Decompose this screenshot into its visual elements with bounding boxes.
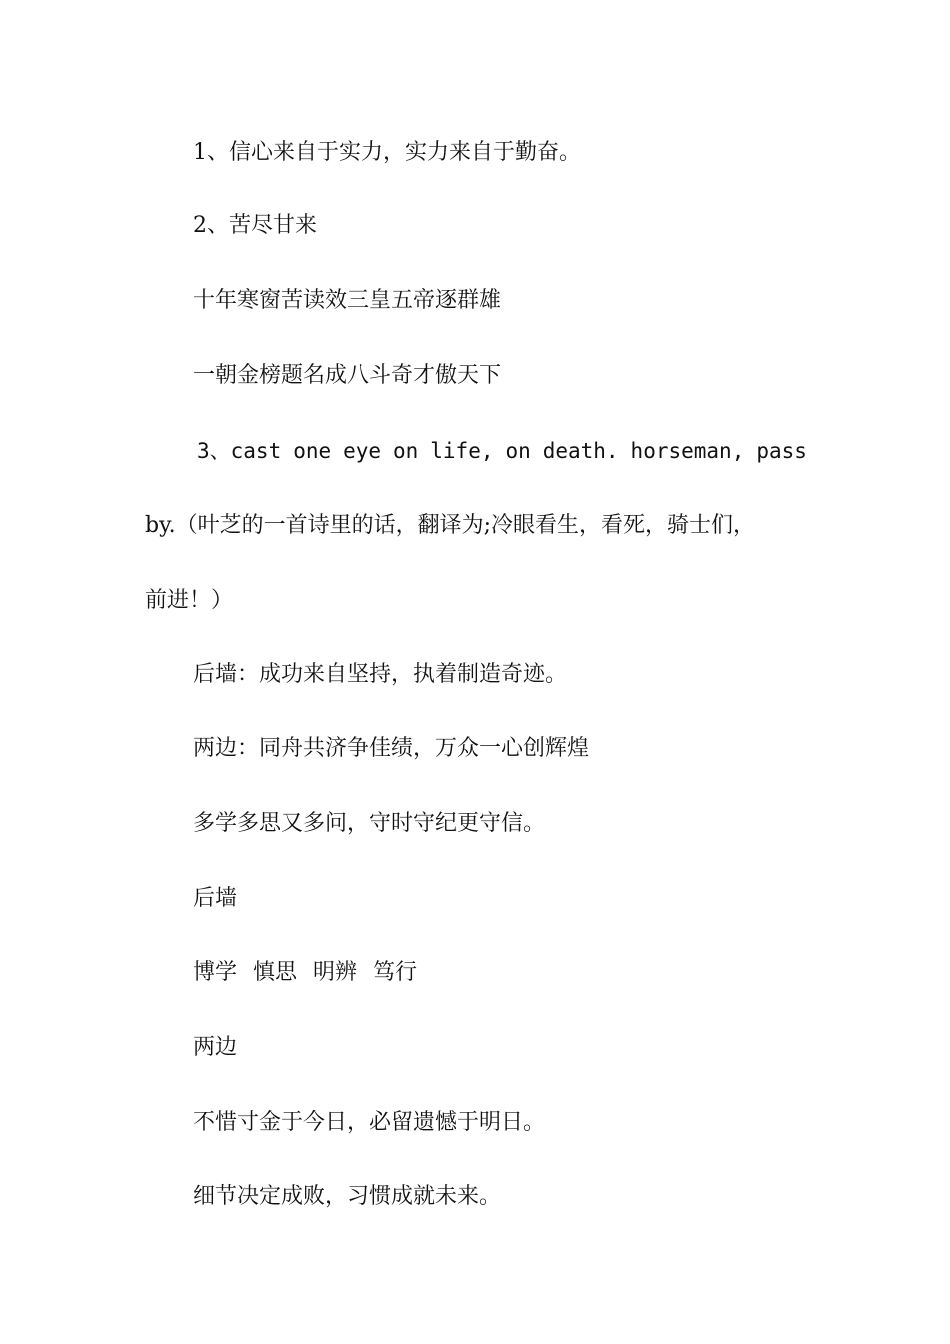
quote-word: horseman,: [630, 439, 745, 463]
habit-slogan: 细节决定成败，习惯成就未来。: [193, 1184, 502, 1209]
english-quote-line: [197, 436, 807, 466]
quote-word: eye: [343, 439, 382, 463]
quote-word: on: [393, 439, 419, 463]
couplet-line-2: 一朝金榜题名成八斗奇才傲天下: [193, 363, 502, 388]
quote-word: pass: [756, 439, 807, 463]
motto-line-1: 1、信心来自于实力，实力来自于勤奋。: [193, 140, 581, 165]
quote-translation-line: by.（叶芝的一首诗里的话，翻译为;冷眼看生，看死，骑士们，: [145, 513, 755, 538]
virtue-word: 博学: [193, 960, 238, 985]
time-slogan: 不惜寸金于今日，必留遗憾于明日。: [193, 1110, 546, 1135]
study-slogan: 多学多思又多问，守时守纪更守信。: [193, 811, 546, 836]
virtue-word: 明辨: [313, 960, 358, 985]
back-wall-heading: 后墙: [193, 886, 238, 911]
virtue-word: 慎思: [253, 960, 298, 985]
quote-translation-end: 前进！）: [145, 588, 234, 613]
quote-word: life,: [430, 439, 494, 463]
side-wall-heading: 两边: [193, 1035, 238, 1060]
quote-word: one: [293, 439, 332, 463]
motto-line-2: 2、苦尽甘来: [193, 213, 317, 238]
quote-word: 3、cast: [197, 439, 282, 463]
quote-word: on: [505, 439, 531, 463]
four-virtues-line: [193, 958, 433, 988]
couplet-line-1: 十年寒窗苦读效三皇五帝逐群雄: [193, 288, 502, 313]
quote-word: death.: [542, 439, 619, 463]
side-wall-slogan: 两边：同舟共济争佳绩，万众一心创辉煌: [193, 736, 590, 761]
virtue-word: 笃行: [373, 960, 418, 985]
back-wall-slogan: 后墙：成功来自坚持，执着制造奇迹。: [193, 662, 568, 687]
